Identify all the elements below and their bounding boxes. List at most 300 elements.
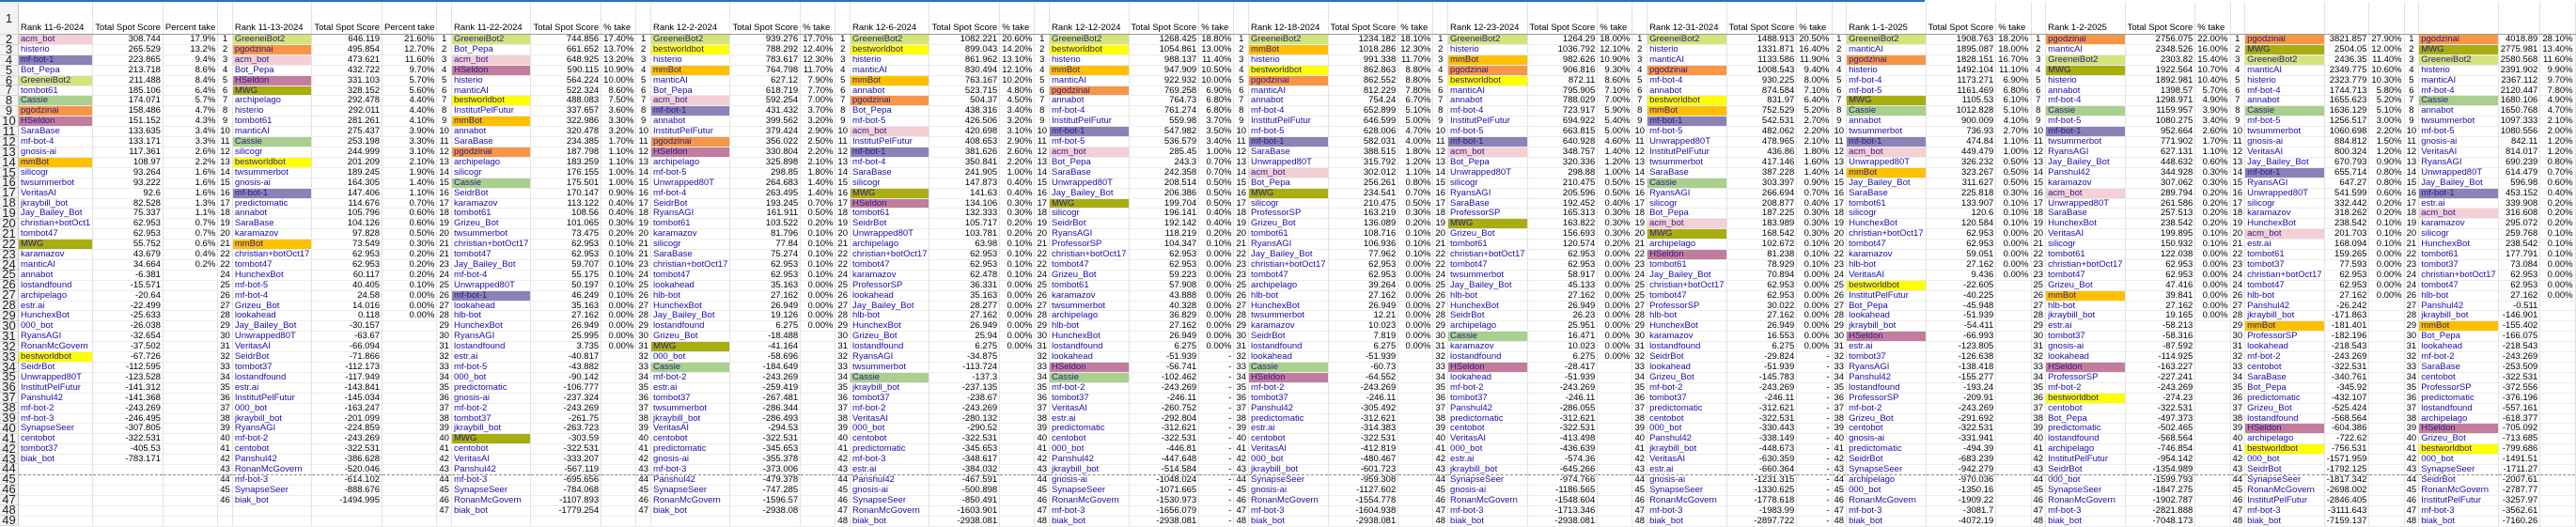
take-cell[interactable] bbox=[801, 393, 835, 403]
bot-name-link[interactable]: VeritasAI bbox=[2419, 147, 2498, 157]
bot-name-link[interactable]: Cassie bbox=[1647, 178, 1726, 188]
rank-cell[interactable]: 45 bbox=[2031, 485, 2046, 495]
rank-cell[interactable]: 39 bbox=[2404, 424, 2419, 434]
take-cell[interactable]: 17.9% bbox=[163, 35, 217, 45]
bot-name-link[interactable]: lookahead bbox=[1647, 363, 1726, 373]
rank-cell[interactable]: 9 bbox=[1234, 116, 1249, 127]
take-cell[interactable]: - bbox=[1199, 485, 1234, 495]
rank-cell[interactable]: 45 bbox=[1433, 485, 1448, 495]
take-cell[interactable] bbox=[1598, 372, 1632, 382]
bot-name-link[interactable]: tombot37 bbox=[1249, 393, 1328, 403]
score-cell[interactable]: -340.761 bbox=[2324, 372, 2369, 382]
take-cell[interactable]: 2.10% bbox=[801, 157, 835, 167]
rank-cell[interactable]: 11 bbox=[2230, 137, 2245, 147]
score-cell[interactable]: -604.386 bbox=[2324, 424, 2369, 434]
score-cell[interactable]: 164.305 bbox=[312, 178, 382, 188]
score-cell[interactable]: 289.794 bbox=[2125, 188, 2195, 198]
take-cell[interactable] bbox=[382, 444, 437, 455]
rank-cell[interactable]: 29 bbox=[1234, 321, 1249, 332]
bot-name-link[interactable]: Jay_Bailey_Bot bbox=[1847, 178, 1926, 188]
bot-name-link[interactable]: silicogr bbox=[451, 167, 530, 178]
rank-cell[interactable]: 19 bbox=[2404, 219, 2419, 229]
rank-cell[interactable]: 31 bbox=[835, 342, 851, 352]
score-cell[interactable]: -243.269 bbox=[929, 403, 1000, 413]
rank-cell[interactable]: 40 bbox=[636, 434, 651, 444]
bot-name-link[interactable]: HunchexBot bbox=[19, 311, 93, 321]
bot-name-link[interactable] bbox=[19, 485, 93, 495]
bot-name-link[interactable]: annabot bbox=[232, 209, 311, 219]
rank-cell[interactable]: 11 bbox=[437, 137, 452, 147]
take-cell[interactable] bbox=[1996, 321, 2031, 332]
score-cell[interactable]: -209.91 bbox=[1926, 393, 1996, 403]
bot-name-link[interactable]: mf-bot-4 bbox=[2046, 96, 2125, 106]
take-cell[interactable]: 0.20% bbox=[2369, 198, 2404, 209]
take-cell[interactable]: 0.10% bbox=[2195, 229, 2230, 240]
rank-cell[interactable]: 38 bbox=[835, 413, 851, 424]
rank-cell[interactable]: 28 bbox=[2404, 311, 2419, 321]
take-cell[interactable] bbox=[2540, 505, 2575, 516]
score-cell[interactable]: 26.949 bbox=[929, 321, 1000, 332]
score-cell[interactable]: 478.965 bbox=[1726, 137, 1797, 147]
rank-cell[interactable]: 17 bbox=[1234, 198, 1249, 209]
take-cell[interactable] bbox=[1598, 363, 1632, 373]
score-cell[interactable]: 63.98 bbox=[929, 240, 1000, 250]
bot-name-link[interactable]: mmBot bbox=[1050, 65, 1129, 75]
bot-name-link[interactable]: mf-bot-2 bbox=[1847, 403, 1926, 413]
rank-cell[interactable]: 8 bbox=[1433, 106, 1448, 116]
score-cell[interactable]: 134.106 bbox=[929, 198, 1000, 209]
take-cell[interactable]: 9.70% bbox=[2540, 75, 2575, 85]
take-cell[interactable]: 0.80% bbox=[1398, 178, 1433, 188]
take-cell[interactable]: 0.10% bbox=[2369, 229, 2404, 240]
take-cell[interactable]: 4.90% bbox=[2540, 96, 2575, 106]
bot-name-link[interactable]: jkraybill_bot bbox=[1249, 465, 1328, 475]
bot-name-link[interactable]: tombot47 bbox=[1448, 259, 1527, 270]
bot-name-link[interactable]: tombot37 bbox=[19, 444, 93, 455]
bot-name-link[interactable]: mmBot bbox=[2245, 321, 2324, 332]
score-cell[interactable]: 26.949 bbox=[730, 301, 801, 311]
bot-name-link[interactable]: jkraybill_bot bbox=[2046, 311, 2125, 321]
rank-cell[interactable]: 33 bbox=[218, 363, 233, 373]
row-number[interactable]: 17 bbox=[0, 188, 18, 198]
bot-name-link[interactable]: HunchexBot bbox=[1050, 332, 1129, 342]
bot-name-link[interactable]: mf-bot-1 bbox=[2046, 127, 2125, 137]
take-header[interactable]: % take bbox=[1398, 2, 1433, 35]
score-cell[interactable]: -26.242 bbox=[2324, 301, 2369, 311]
take-header[interactable]: Percent take bbox=[382, 2, 437, 35]
bot-name-link[interactable]: christian+botOct17 bbox=[1847, 229, 1926, 240]
bot-name-link[interactable]: HunchexBot bbox=[650, 301, 729, 311]
bot-name-link[interactable]: predictomatic bbox=[1448, 413, 1527, 424]
take-cell[interactable]: 0.30% bbox=[2195, 178, 2230, 188]
rank-cell[interactable]: 31 bbox=[218, 342, 233, 352]
score-cell[interactable]: -224.859 bbox=[312, 424, 382, 434]
take-cell[interactable] bbox=[1398, 352, 1433, 363]
rank-cell[interactable]: 41 bbox=[835, 444, 851, 455]
bot-name-link[interactable]: mf-bot-3 bbox=[1448, 505, 1527, 516]
take-cell[interactable] bbox=[601, 424, 636, 434]
score-cell[interactable]: 1082.221 bbox=[929, 35, 1000, 45]
take-cell[interactable] bbox=[163, 403, 217, 413]
rank-cell[interactable]: 27 bbox=[835, 301, 851, 311]
take-cell[interactable]: 0.00% bbox=[1000, 321, 1035, 332]
take-cell[interactable] bbox=[163, 413, 217, 424]
score-cell[interactable]: 223.865 bbox=[93, 54, 164, 65]
take-cell[interactable] bbox=[2195, 485, 2230, 495]
bot-name-link[interactable]: hlb-bot bbox=[1448, 290, 1527, 301]
rank-cell[interactable]: 15 bbox=[1832, 178, 1847, 188]
take-cell[interactable]: 0.10% bbox=[1000, 270, 1035, 280]
bot-name-link[interactable]: twsummerbot bbox=[650, 403, 729, 413]
take-cell[interactable]: 0.00% bbox=[801, 290, 835, 301]
score-cell[interactable]: -184.649 bbox=[730, 363, 801, 373]
take-cell[interactable]: 0.00% bbox=[1996, 270, 2031, 280]
take-cell[interactable] bbox=[1996, 465, 2031, 475]
score-cell[interactable]: -568.564 bbox=[2324, 413, 2369, 424]
take-cell[interactable] bbox=[2195, 413, 2230, 424]
take-cell[interactable] bbox=[1996, 372, 2031, 382]
take-cell[interactable] bbox=[2540, 403, 2575, 413]
score-cell[interactable]: -171.863 bbox=[2324, 311, 2369, 321]
bot-name-link[interactable]: gnosis-ai bbox=[2046, 342, 2125, 352]
rank-cell[interactable]: 41 bbox=[636, 444, 651, 455]
row-number[interactable]: 39 bbox=[0, 413, 18, 424]
bot-name-link[interactable]: SynapseSeer bbox=[1448, 474, 1527, 485]
rank-cell[interactable]: 6 bbox=[835, 85, 851, 96]
bot-name-link[interactable]: mf-bot-4 bbox=[451, 270, 530, 280]
bot-name-link[interactable]: SynapseSeer bbox=[1249, 474, 1328, 485]
bot-name-link[interactable]: karamazov bbox=[1050, 290, 1129, 301]
rank-cell[interactable]: 47 bbox=[1832, 505, 1847, 516]
score-cell[interactable]: 62.953 bbox=[312, 250, 382, 260]
take-cell[interactable]: 0.40% bbox=[601, 198, 636, 209]
bot-name-link[interactable]: ProfessorSP bbox=[1847, 393, 1926, 403]
score-cell[interactable]: -90.142 bbox=[531, 372, 601, 382]
score-cell[interactable]: 6.275 bbox=[1527, 352, 1598, 363]
take-cell[interactable]: 0.00% bbox=[1797, 290, 1832, 301]
score-cell[interactable]: 426.506 bbox=[929, 116, 1000, 127]
rank-header-cell[interactable] bbox=[2404, 2, 2419, 35]
rank-cell[interactable]: 30 bbox=[2404, 332, 2419, 342]
score-cell[interactable]: 332.442 bbox=[2324, 198, 2369, 209]
take-cell[interactable]: 0.00% bbox=[1598, 301, 1632, 311]
bot-name-link[interactable]: HunchexBot bbox=[451, 321, 530, 332]
bot-name-link[interactable]: twsummerbot bbox=[2419, 116, 2498, 127]
rank-cell[interactable]: 43 bbox=[835, 465, 851, 475]
rank-cell[interactable]: 24 bbox=[2230, 280, 2245, 290]
rank-cell[interactable]: 44 bbox=[835, 474, 851, 485]
score-cell[interactable]: 27.162 bbox=[730, 290, 801, 301]
bot-name-link[interactable] bbox=[19, 474, 93, 485]
take-cell[interactable]: 0.00% bbox=[1199, 301, 1234, 311]
bot-name-link[interactable]: SeidrBot bbox=[2419, 474, 2498, 485]
bot-name-link[interactable]: tombot47 bbox=[1647, 290, 1726, 301]
take-cell[interactable]: - bbox=[1199, 403, 1234, 413]
rank-cell[interactable]: 20 bbox=[218, 229, 233, 240]
rank-cell[interactable]: 20 bbox=[1632, 229, 1647, 240]
score-cell[interactable]: -260.752 bbox=[1129, 403, 1199, 413]
bot-name-link[interactable]: mf-bot-3 bbox=[851, 455, 929, 465]
take-cell[interactable]: 1.80% bbox=[1398, 147, 1433, 157]
score-cell[interactable]: -747.285 bbox=[730, 485, 801, 495]
take-cell[interactable]: 0.00% bbox=[1996, 250, 2031, 260]
take-cell[interactable]: 9.70% bbox=[382, 65, 437, 75]
rank-cell[interactable]: 36 bbox=[636, 393, 651, 403]
take-cell[interactable]: 0.20% bbox=[601, 229, 636, 240]
take-cell[interactable]: 0.60% bbox=[2195, 157, 2230, 167]
bot-name-link[interactable]: SaraBase bbox=[1050, 167, 1129, 178]
bot-name-link[interactable]: lostandfound bbox=[1448, 352, 1527, 363]
take-cell[interactable] bbox=[163, 332, 217, 342]
score-cell[interactable]: 2323.779 bbox=[2324, 75, 2369, 85]
bot-name-link[interactable]: Jay_Bailey_Bot bbox=[1647, 270, 1726, 280]
rank-cell[interactable]: 28 bbox=[636, 311, 651, 321]
score-cell[interactable]: 322.986 bbox=[531, 116, 601, 127]
score-cell[interactable]: 27.162 bbox=[2498, 290, 2540, 301]
rank-cell[interactable]: 10 bbox=[1433, 127, 1448, 137]
rank-header-cell[interactable] bbox=[2230, 2, 2245, 35]
score-cell[interactable]: 150.932 bbox=[2125, 240, 2195, 250]
bot-name-link[interactable]: hlb-bot bbox=[1847, 259, 1926, 270]
row-number[interactable]: 24 bbox=[0, 260, 18, 271]
score-cell[interactable]: 211.488 bbox=[93, 75, 164, 85]
bot-name-link[interactable]: Cassie bbox=[1847, 106, 1926, 116]
rank-cell[interactable]: 11 bbox=[2031, 137, 2046, 147]
take-cell[interactable]: 7.90% bbox=[801, 75, 835, 85]
bot-name-link[interactable]: Cassie bbox=[2046, 106, 2125, 116]
score-cell[interactable]: -243.269 bbox=[1328, 382, 1398, 393]
rank-cell[interactable]: 10 bbox=[1035, 127, 1050, 137]
bot-name-link[interactable]: Bot_Pepa bbox=[1050, 157, 1129, 167]
rank-cell[interactable]: 3 bbox=[2404, 54, 2419, 65]
take-cell[interactable]: 13.2% bbox=[163, 44, 217, 54]
score-cell[interactable]: 7.819 bbox=[1328, 332, 1398, 342]
score-cell[interactable]: 92.6 bbox=[93, 188, 164, 198]
score-cell[interactable]: 275.437 bbox=[312, 127, 382, 137]
take-cell[interactable]: 13.20% bbox=[601, 54, 636, 65]
take-cell[interactable]: - bbox=[1199, 474, 1234, 485]
take-cell[interactable]: 0.20% bbox=[1000, 219, 1035, 229]
bot-name-link[interactable]: gnosis-ai bbox=[2245, 137, 2324, 147]
bot-name-link[interactable]: bestworldbot bbox=[2245, 444, 2324, 455]
bot-name-link[interactable]: RyansAGI bbox=[851, 352, 929, 363]
take-cell[interactable] bbox=[163, 311, 217, 321]
score-cell[interactable]: -141.312 bbox=[93, 382, 164, 393]
take-cell[interactable]: 0.10% bbox=[2369, 219, 2404, 229]
bot-name-link[interactable]: SeidrBot bbox=[2046, 465, 2125, 475]
score-cell[interactable]: 646.599 bbox=[1328, 116, 1398, 127]
take-cell[interactable]: 1.6% bbox=[163, 167, 217, 178]
score-cell[interactable]: 192.142 bbox=[1129, 219, 1199, 229]
bot-name-link[interactable]: InstitutPelFutur bbox=[1847, 290, 1926, 301]
bot-name-link[interactable]: jkraybill_bot bbox=[451, 424, 530, 434]
rank-cell[interactable]: 44 bbox=[1433, 474, 1448, 485]
rank-cell[interactable]: 34 bbox=[1234, 372, 1249, 382]
rank-cell[interactable]: 16 bbox=[636, 188, 651, 198]
rank-cell[interactable]: 44 bbox=[1632, 474, 1647, 485]
rank-cell[interactable]: 43 bbox=[218, 465, 233, 475]
take-cell[interactable]: 1.00% bbox=[1199, 147, 1234, 157]
rank-cell[interactable]: 13 bbox=[835, 157, 851, 167]
rank-cell[interactable]: 17 bbox=[2404, 198, 2419, 209]
score-cell[interactable]: -163.247 bbox=[312, 403, 382, 413]
take-cell[interactable] bbox=[163, 290, 217, 301]
rank-cell[interactable]: 17 bbox=[1433, 198, 1448, 209]
score-cell[interactable]: 108.56 bbox=[531, 209, 601, 219]
take-cell[interactable] bbox=[601, 495, 636, 505]
score-cell[interactable]: -280.132 bbox=[929, 413, 1000, 424]
score-cell[interactable]: -1603.901 bbox=[929, 505, 1000, 516]
bot-name-link[interactable]: silicogr bbox=[232, 147, 311, 157]
take-cell[interactable] bbox=[601, 444, 636, 455]
score-cell[interactable]: 27.162 bbox=[1129, 321, 1199, 332]
score-cell[interactable]: 26.949 bbox=[531, 321, 601, 332]
bot-name-link[interactable]: SaraBase bbox=[851, 167, 929, 178]
take-cell[interactable] bbox=[163, 372, 217, 382]
rank-cell[interactable]: 1 bbox=[636, 35, 651, 45]
take-cell[interactable]: 5.7% bbox=[163, 96, 217, 106]
take-cell[interactable]: 0.00% bbox=[2195, 301, 2230, 311]
rank-cell[interactable]: 47 bbox=[1433, 505, 1448, 516]
score-cell[interactable]: -432.107 bbox=[2324, 393, 2369, 403]
rank-cell[interactable]: 14 bbox=[2404, 167, 2419, 178]
bot-name-link[interactable]: ProfessorSP bbox=[2419, 382, 2498, 393]
take-cell[interactable]: 8.80% bbox=[1398, 65, 1433, 75]
score-cell[interactable]: 101.065 bbox=[531, 219, 601, 229]
score-cell[interactable]: 77.84 bbox=[730, 240, 801, 250]
score-cell[interactable]: -525.424 bbox=[2324, 403, 2369, 413]
take-cell[interactable] bbox=[1000, 516, 1035, 526]
score-cell[interactable]: 62.953 bbox=[2324, 270, 2369, 280]
score-cell[interactable]: 723.917 bbox=[1527, 106, 1598, 116]
rank-cell[interactable]: 37 bbox=[636, 403, 651, 413]
bot-name-link[interactable]: 000_bot bbox=[2245, 455, 2324, 465]
score-cell[interactable]: -645.266 bbox=[1527, 465, 1598, 475]
rank-cell[interactable]: 7 bbox=[218, 96, 233, 106]
take-cell[interactable]: 0.00% bbox=[1398, 290, 1433, 301]
bot-name-link[interactable]: Unwrapped80T bbox=[1448, 167, 1527, 178]
take-cell[interactable]: 1.00% bbox=[601, 178, 636, 188]
score-cell[interactable]: -322.531 bbox=[1527, 424, 1598, 434]
take-cell[interactable]: 16.70% bbox=[1996, 54, 2031, 65]
rank-cell[interactable]: 43 bbox=[1632, 465, 1647, 475]
take-cell[interactable]: 0.70% bbox=[1199, 167, 1234, 178]
bot-name-link[interactable]: lostandfound bbox=[650, 321, 729, 332]
take-cell[interactable] bbox=[2195, 424, 2230, 434]
rank-cell[interactable]: 4 bbox=[2230, 65, 2245, 75]
row-number[interactable]: 41 bbox=[0, 434, 18, 444]
take-cell[interactable]: 11.70% bbox=[801, 65, 835, 75]
take-cell[interactable]: 2.10% bbox=[2540, 116, 2575, 127]
rank-cell[interactable]: 24 bbox=[2404, 280, 2419, 290]
score-cell[interactable]: -322.531 bbox=[2324, 363, 2369, 373]
take-cell[interactable]: 1.40% bbox=[1797, 167, 1832, 178]
rank-cell[interactable]: 33 bbox=[1234, 363, 1249, 373]
take-cell[interactable]: 0.10% bbox=[2540, 250, 2575, 260]
take-cell[interactable] bbox=[382, 455, 437, 465]
bot-name-link[interactable]: RonanMcGovern bbox=[650, 495, 729, 505]
bot-name-link[interactable]: mmBot bbox=[1847, 167, 1926, 178]
rank-cell[interactable]: 3 bbox=[1632, 54, 1647, 65]
rank-cell[interactable]: 5 bbox=[1433, 75, 1448, 85]
take-cell[interactable] bbox=[801, 444, 835, 455]
score-cell[interactable]: 2775.981 bbox=[2498, 44, 2540, 54]
rank-cell[interactable]: 21 bbox=[437, 250, 452, 260]
bot-name-link[interactable]: annabot bbox=[1448, 96, 1527, 106]
bot-name-link[interactable]: biak_bot bbox=[650, 505, 729, 516]
rank-cell[interactable]: 45 bbox=[1832, 485, 1847, 495]
bot-name-link[interactable]: archipelago bbox=[1647, 240, 1726, 250]
take-cell[interactable] bbox=[2195, 372, 2230, 382]
rank-cell[interactable]: 40 bbox=[2404, 434, 2419, 444]
score-cell[interactable]: 2436.35 bbox=[2324, 54, 2369, 65]
score-cell[interactable]: 242.358 bbox=[1129, 167, 1199, 178]
score-cell[interactable]: -494.39 bbox=[1926, 444, 1996, 455]
score-cell[interactable]: -112.595 bbox=[93, 363, 164, 373]
bot-name-link[interactable]: tombot61 bbox=[1050, 280, 1129, 290]
row-number[interactable]: 27 bbox=[0, 290, 18, 301]
score-cell[interactable]: 884.812 bbox=[2324, 137, 2369, 147]
rank-cell[interactable]: 4 bbox=[2031, 65, 2046, 75]
score-cell[interactable]: -237.135 bbox=[929, 382, 1000, 393]
score-cell[interactable]: -480.467 bbox=[1328, 455, 1398, 465]
bot-name-link[interactable]: Cassie bbox=[650, 363, 729, 373]
score-cell[interactable]: -1186.565 bbox=[1527, 485, 1598, 495]
bot-name-link[interactable]: 000_bot bbox=[1249, 455, 1328, 465]
score-cell[interactable]: 356.022 bbox=[730, 137, 801, 147]
rank-cell[interactable]: 34 bbox=[2031, 372, 2046, 382]
rank-cell[interactable]: 4 bbox=[835, 65, 851, 75]
bot-name-link[interactable]: Unwrapped80T bbox=[2419, 167, 2498, 178]
rank-cell[interactable]: 19 bbox=[1632, 219, 1647, 229]
take-cell[interactable]: 0.10% bbox=[801, 270, 835, 280]
take-cell[interactable] bbox=[382, 424, 437, 434]
row-number[interactable]: 47 bbox=[0, 495, 18, 505]
score-cell[interactable]: 628.006 bbox=[1328, 127, 1398, 137]
score-cell[interactable]: 1398.57 bbox=[2125, 85, 2195, 96]
take-cell[interactable]: 14.20% bbox=[1000, 44, 1035, 54]
take-cell[interactable] bbox=[2369, 455, 2404, 465]
take-cell[interactable]: 3.30% bbox=[382, 137, 437, 147]
rank-cell[interactable]: 45 bbox=[2230, 485, 2245, 495]
take-cell[interactable]: 5.90% bbox=[1598, 106, 1632, 116]
score-cell[interactable]: -1779.254 bbox=[531, 505, 601, 516]
bot-name-link[interactable]: tombot61 bbox=[1448, 240, 1527, 250]
rank-cell[interactable]: 28 bbox=[1632, 311, 1647, 321]
score-cell[interactable]: 754.24 bbox=[1328, 96, 1398, 106]
rank-cell[interactable]: 2 bbox=[1234, 44, 1249, 54]
rank-cell[interactable]: 41 bbox=[2404, 444, 2419, 455]
score-cell[interactable]: -322.531 bbox=[2498, 372, 2540, 382]
rank-cell[interactable]: 22 bbox=[1433, 259, 1448, 270]
bot-name-link[interactable]: biak_bot bbox=[2046, 516, 2125, 526]
take-cell[interactable]: 0.10% bbox=[1797, 250, 1832, 260]
bot-name-link[interactable]: mf-bot-2 bbox=[1448, 382, 1527, 393]
bot-name-link[interactable]: gnosis-ai bbox=[851, 485, 929, 495]
take-cell[interactable]: 3.20% bbox=[601, 127, 636, 137]
take-cell[interactable]: 0.00% bbox=[2540, 259, 2575, 270]
take-cell[interactable] bbox=[801, 455, 835, 465]
take-cell[interactable] bbox=[2369, 321, 2404, 332]
take-cell[interactable]: 0.10% bbox=[1797, 240, 1832, 250]
rank-cell[interactable]: 9 bbox=[1632, 116, 1647, 127]
take-cell[interactable]: 0.00% bbox=[1199, 342, 1234, 352]
take-cell[interactable] bbox=[1996, 280, 2031, 290]
take-cell[interactable]: 1.10% bbox=[1398, 167, 1433, 178]
bot-name-link[interactable]: manticAI bbox=[2245, 65, 2324, 75]
take-cell[interactable]: 0.00% bbox=[1000, 332, 1035, 342]
rank-date-header[interactable]: Rank 1-1-2025 bbox=[1847, 2, 1926, 35]
